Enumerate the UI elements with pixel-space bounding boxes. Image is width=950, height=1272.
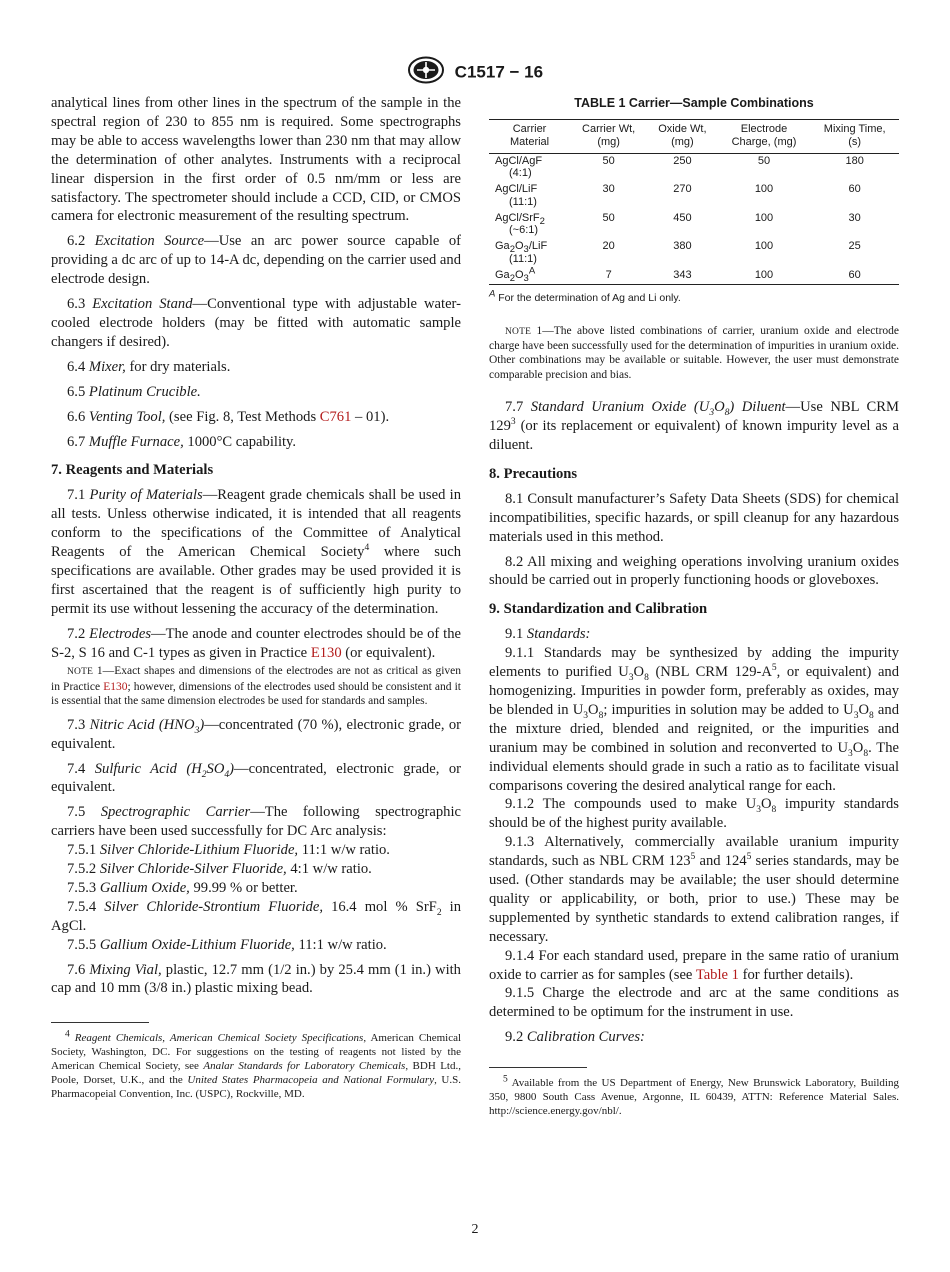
footnote-divider — [51, 1022, 149, 1023]
cell-mixing-time: 180 — [845, 154, 864, 167]
designation-code: C1517 − 16 — [454, 62, 544, 82]
link-table-1[interactable]: Table 1 — [695, 966, 739, 983]
section-9-1-1: 9.1.1 Standards may be synthesized by adding the impurity elements to purified $U_3O_8$ (NBL CRM $129-A^5$, or equivalent) and homogenizing. Impurities in powder form, preferably as oxides, may be blended in $U_3O_8$; impurities in solution may be added to $U_3O_8$ and the mixture dried, blended and reignited, or the impurities and uranium may be combined in solution and reconverted to $U_3O_8$. The individual elements should grade in such a ratio as to facilitate visual comparisons covering the desired analytical range for each. — [489, 645, 900, 794]
col-header-oxide-wt: Oxide Wt, (mg) — [647, 119, 717, 153]
section-7-1: 7.1 Purity of Materials—Reagent grade chemicals shall be used in all tests. Unless otherwise indicated, it is intended that all reagents conform to the specifications of the Committee of Analytical Reagents of the American Chemical Society$^4$ where such specifications are available. Other grades may be used provided it is first ascertained that the reagent is of sufficiently high purity to permit its use without lessening the accuracy of the determination. — [51, 487, 461, 617]
cell-oxide-wt: 380 — [673, 240, 692, 253]
table-row — [489, 239, 899, 268]
section-7-2: 7.2 Electrodes—The anode and counter electrodes should be of the S-2, S 16 and C-1 types as given in Practice E130 (or equivalent). — [51, 625, 461, 661]
footnote-4: $^4$ Reagent Chemicals, American Chemical Society Specifications, American Chemical Society, Washington, DC. For suggestions on the testing of reagents not listed by the American Chemical Society, see Analar Standards for Laboratory Chemicals, BDH Ltd., Poole, Dorset, U.K., and the United States Pharmacopeia and National Formulary, U.S. Pharmacopeial Convention, Inc. (USPC), Rockville, MD. — [51, 1029, 462, 1101]
section-7-heading: 7. Reagents and Materials — [51, 462, 214, 479]
cell-electrode-charge: 50 — [757, 154, 771, 167]
section-7-5-1: 7.5.1 Silver Chloride-Lithium Fluoride, 11:1 w/w ratio. — [67, 842, 390, 859]
section-9-1-5: 9.1.5 Charge the electrode and arc at the same conditions as determined to be optimum for the instrument in use. — [489, 985, 899, 1021]
table-1-footnote: $^A$ For the determination of Ag and Li only. — [489, 288, 681, 304]
section-7-3: 7.3 Nitric Acid $(HNO_3)—concentrated$ (70 %), electronic grade, or equivalent. — [51, 716, 461, 752]
note-1-combinations: NOTE 1—The above listed combinations of carrier, uranium oxide and electrode charge have been successfully used for the determination of impurities in uranium oxide. Other combinations may be available or suitable. However, the user must demonstrate comparable precision and bias. — [489, 324, 900, 381]
page-number: 2 — [471, 1222, 479, 1237]
cell-material: $Ga_2O_3$/LiF (11:1) — [495, 240, 548, 266]
cell-carrier-wt: 7 — [570, 268, 647, 284]
section-6-2: 6.2 Excitation Source—Use an arc power source capable of providing a dc arc of up to 14-A dc, depending on the carrier used and electrode design. — [51, 233, 461, 288]
col-header-carrier-wt: Carrier Wt, (mg) — [570, 119, 647, 153]
section-7-5-3: 7.5.3 Gallium Oxide, 99.99 % or better. — [67, 879, 298, 896]
section-6-3: 6.3 Excitation Stand—Conventional type with adjustable water-cooled electrode holders (may be fitted with automatic sample changers if desired). — [51, 296, 461, 350]
cell-electrode-charge: 100 — [754, 211, 774, 224]
table-row — [489, 153, 899, 182]
section-9-1-2: 9.1.2 The compounds used to make $U_3O_8$ impurity standards should be of the highest purity available. — [489, 796, 899, 832]
section-8-2: 8.2 All mixing and weighing operations involving uranium oxides should be carried out in properly functioning hoods or gloveboxes. — [489, 553, 899, 589]
cell-carrier-wt: 20 — [602, 240, 615, 253]
section-6-5: 6.5 Platinum Crucible. — [67, 383, 201, 400]
section-7-6: 7.6 Mixing Vial, plastic, 12.7 mm (1/2 in.) by 25.4 mm (1 in.) with cap and 10 mm (3/8 in.) plastic mixing bead. — [51, 961, 461, 997]
cell-oxide-wt: 270 — [673, 183, 692, 196]
link-c761[interactable]: C761 — [319, 408, 352, 425]
col-header-electrode-charge: Electrode Charge, (mg) — [718, 119, 811, 153]
section-6-7: 6.7 Muffle Furnace, 1000°C capability. — [67, 433, 297, 450]
col-header-material: Carrier Material — [489, 119, 570, 153]
cell-material: AgCl/SrF$_2$ (~6:1) — [495, 211, 545, 237]
link-e130[interactable]: E130 — [310, 644, 342, 661]
note-1-electrodes: NOTE 1—Exact shapes and dimensions of the electrodes are not as critical as given in Practice E130; however, dimensions of the electrodes used should be consistent and it is essential that the same dimension electrodes be used for standards and samples. — [51, 665, 462, 708]
table-row — [489, 211, 899, 240]
section-7-5-2: 7.5.2 Silver Chloride-Silver Fluoride, 4:1 w/w ratio. — [67, 861, 372, 878]
table-1-carrier-sample — [489, 119, 899, 285]
cell-mixing-time: 60 — [810, 268, 899, 284]
section-9-2: 9.2 Calibration Curves: — [505, 1029, 645, 1046]
section-9-1-4: 9.1.4 For each standard used, prepare in the same ratio of uranium oxide to carrier as for samples (see Table 1 for further details). — [489, 947, 899, 983]
section-7-5-4: 7.5.4 Silver Chloride-Strontium Fluoride, 16.4 mol % SrF$_2$ in AgCl. — [51, 898, 461, 934]
section-7-7: 7.7 Standard Uranium Oxide $(U_3O_8)$ Diluent—Use NBL CRM $129^3$ (or its replacement or equivalent) of known impurity level as a diluent. — [489, 399, 899, 454]
right-column — [489, 94, 899, 1118]
paragraph-intro: analytical lines from other lines in the spectrum of the sample in the spectral region of 230 to 855 nm is required. Some spectrographs may be able to access wavelengths lower than 230 nm that may allow the determination of other analytes. Instruments with a reciprocal linear dispersion in the first order of 0.5 nm/mm or less are satisfactory. The spectrometer should include a CCD, CID, or CMOS camera for electronic measurement of the resulting spectrum. — [51, 95, 461, 225]
table-row — [489, 182, 899, 211]
cell-carrier-wt: 50 — [602, 211, 615, 224]
cell-electrode-charge: 100 — [754, 183, 774, 196]
cell-electrode-charge: 100 — [718, 268, 811, 284]
section-8-1: 8.1 Consult manufacturer’s Safety Data Sheets (SDS) for chemical incompatibilities, specific hazards, or spill cleanup for any hazardous materials used in this method. — [489, 490, 899, 545]
left-column — [51, 94, 461, 1101]
cell-mixing-time: 25 — [848, 240, 861, 253]
section-7-5: 7.5 Spectrographic Carrier—The following spectrographic carriers have been used successfully for DC Arc analysis: — [51, 804, 462, 840]
cell-carrier-wt: 30 — [602, 183, 615, 196]
cell-mixing-time: 30 — [848, 211, 861, 224]
page-header — [0, 56, 950, 89]
cell-carrier-wt: 50 — [602, 154, 615, 167]
section-8-heading: 8. Precautions — [489, 465, 578, 482]
cell-material: $Ga_2O_3^A$ — [489, 268, 570, 284]
cell-oxide-wt: 343 — [647, 268, 717, 284]
section-7-4: 7.4 Sulfuric Acid $(H_2SO_4)—concentrated$, electronic grade, or equivalent. — [51, 760, 461, 796]
astm-logo-icon — [407, 56, 445, 89]
section-9-1: 9.1 Standards: — [505, 626, 591, 643]
section-6-6: 6.6 Venting Tool, (see Fig. 8, Test Methods C761 – 01). — [67, 408, 390, 425]
cell-oxide-wt: 450 — [673, 211, 692, 224]
cell-material: AgCl/LiF (11:1) — [495, 183, 538, 208]
footnote-divider — [489, 1067, 587, 1068]
cell-oxide-wt: 250 — [673, 154, 692, 167]
section-6-4: 6.4 Mixer, for dry materials. — [67, 358, 231, 375]
link-e130-note[interactable]: E130 — [103, 680, 128, 693]
section-7-5-5: 7.5.5 Gallium Oxide-Lithium Fluoride, 11:1 w/w ratio. — [67, 936, 387, 953]
col-header-mixing-time: Mixing Time, (s) — [810, 119, 899, 153]
section-9-1-3: 9.1.3 Alternatively, commercially available uranium impurity standards, such as NBL CRM $123^5$ and $124^5$ series standards, may be used. (Other standards may be available; the user should determine quality or applicability, or both, prior to use.) These may be supplemented by synthetic standards to extend calibration ranges, if necessary. — [489, 834, 899, 945]
cell-electrode-charge: 100 — [754, 240, 774, 253]
cell-mixing-time: 60 — [848, 183, 861, 196]
cell-material: AgCl/AgF (4:1) — [495, 154, 543, 180]
section-9-heading: 9. Standardization and Calibration — [489, 601, 708, 618]
table-header-row — [489, 119, 899, 153]
table-row — [489, 268, 899, 284]
table-1-title: TABLE 1 Carrier—Sample Combinations — [574, 96, 814, 110]
footnote-5: $^5$ Available from the US Department of Energy, New Brunswick Laboratory, Building 350, 9800 South Cass Avenue, Argonne, IL 60439, ATTN: Reference Material Sales. http://science.energy.gov/nbl/. — [489, 1074, 899, 1118]
